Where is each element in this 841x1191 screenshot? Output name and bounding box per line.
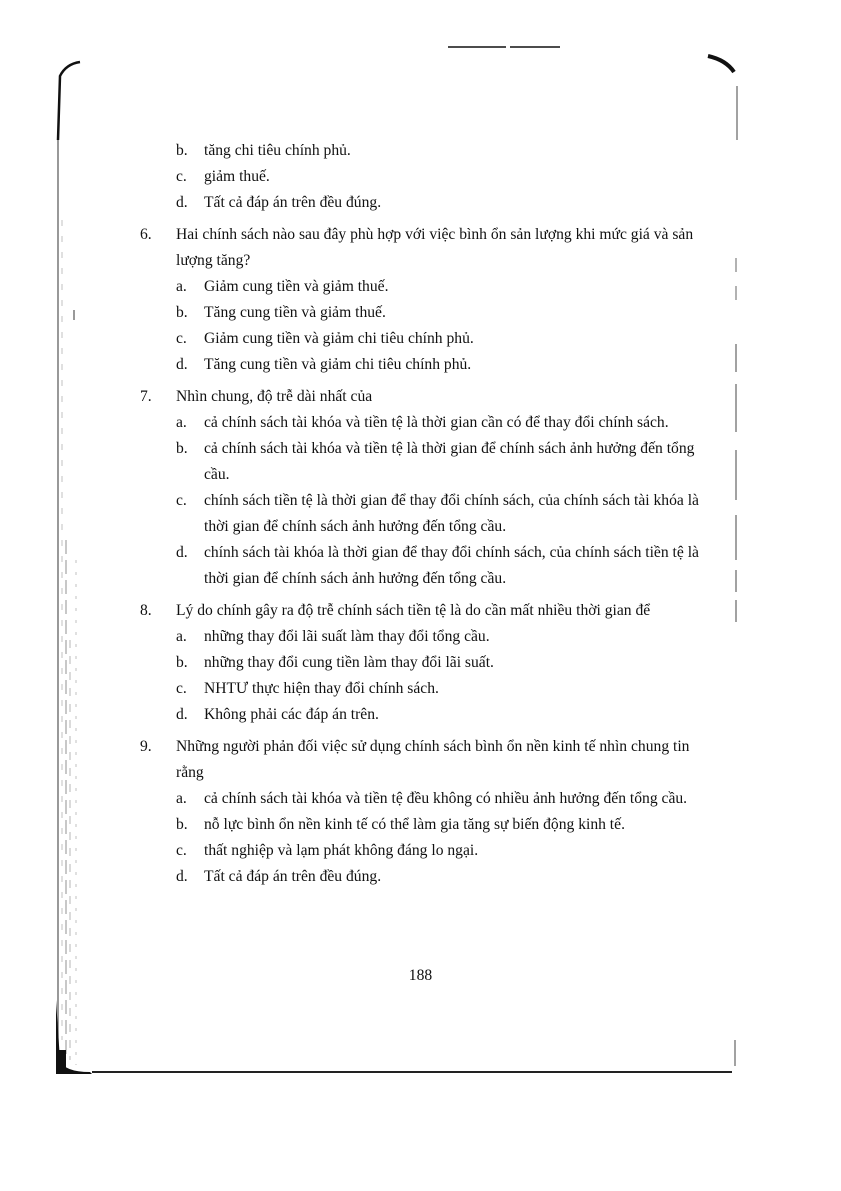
option-d — [140, 864, 720, 890]
option-text: Tất cả đáp án trên đều đúng. — [204, 194, 382, 211]
option-a — [140, 786, 720, 812]
option-label: d. — [176, 868, 188, 885]
option-a — [140, 624, 720, 650]
question-number: 9. — [140, 738, 152, 755]
option-label: c. — [176, 492, 187, 509]
option-c — [140, 164, 720, 190]
option-d — [140, 702, 720, 728]
option-text: cả chính sách tài khóa và tiền tệ là thời gian cần có để thay đổi chính sách. — [204, 414, 669, 431]
page-number: 188 — [408, 967, 433, 984]
option-text: Tăng cung tiền và giảm thuế. — [204, 304, 386, 321]
option-a — [140, 274, 720, 300]
prev-question-options — [140, 138, 720, 216]
option-text: nỗ lực bình ổn nền kinh tế có thể làm gia tăng sự biến động kinh tế. — [204, 816, 625, 833]
option-label: d. — [176, 194, 188, 211]
option-b — [140, 138, 720, 164]
option-text: cả chính sách tài khóa và tiền tệ đều không có nhiều ảnh hưởng đến tổng cầu. — [204, 790, 688, 807]
option-c — [140, 676, 720, 702]
option-b — [140, 436, 720, 488]
question-number: 7. — [140, 388, 152, 405]
option-b — [140, 650, 720, 676]
question-text: Hai chính sách nào sau đây phù hợp với việc bình ổn sản lượng khi mức giá và sản lượng tăng? — [176, 226, 694, 269]
question-7 — [140, 384, 720, 592]
option-label: b. — [176, 816, 188, 833]
option-text: chính sách tài khóa là thời gian để thay đổi chính sách, của chính sách tiền tệ là thời gian để chính sách ảnh hưởng đến tổng cầu. — [204, 544, 699, 587]
option-label: d. — [176, 544, 188, 561]
option-label: d. — [176, 706, 188, 723]
page-content — [140, 138, 720, 890]
option-d — [140, 190, 720, 216]
option-label: a. — [176, 628, 187, 645]
option-text: thất nghiệp và lạm phát không đáng lo ngại. — [204, 842, 479, 859]
question-number: 6. — [140, 226, 152, 243]
corner-mark-top-right — [708, 56, 734, 72]
option-label: a. — [176, 414, 187, 431]
option-text: những thay đổi lãi suất làm thay đổi tổng cầu. — [204, 628, 490, 645]
option-text: những thay đổi cung tiền làm thay đổi lãi suất. — [204, 654, 494, 671]
option-label: a. — [176, 278, 187, 295]
option-label: b. — [176, 304, 188, 321]
option-text: tăng chi tiêu chính phủ. — [204, 142, 351, 159]
option-text: Không phải các đáp án trên. — [204, 706, 379, 723]
option-b — [140, 812, 720, 838]
option-label: a. — [176, 790, 187, 807]
option-label: c. — [176, 842, 187, 859]
option-text: Tăng cung tiền và giảm chi tiêu chính phủ. — [204, 356, 472, 373]
question-9 — [140, 734, 720, 890]
option-text: chính sách tiền tệ là thời gian để thay đổi chính sách, của chính sách tài khóa là thời gian để chính sách ảnh hưởng đến tổng cầu. — [204, 492, 699, 535]
option-label: c. — [176, 168, 187, 185]
option-label: b. — [176, 654, 188, 671]
question-8 — [140, 598, 720, 728]
option-label: c. — [176, 680, 187, 697]
option-text: Tất cả đáp án trên đều đúng. — [204, 868, 382, 885]
option-d — [140, 540, 720, 592]
option-d — [140, 352, 720, 378]
option-label: b. — [176, 142, 188, 159]
option-c — [140, 488, 720, 540]
bottom-rule — [92, 1071, 732, 1073]
option-text: NHTƯ thực hiện thay đổi chính sách. — [204, 680, 439, 697]
option-text: Giảm cung tiền và giảm chi tiêu chính phủ. — [204, 330, 474, 347]
option-c — [140, 326, 720, 352]
option-text: giảm thuế. — [204, 168, 270, 185]
question-text: Những người phản đối việc sử dụng chính sách bình ổn nền kinh tế nhìn chung tin rằng — [176, 738, 690, 781]
option-b — [140, 300, 720, 326]
option-a — [140, 410, 720, 436]
corner-mark-top-left — [58, 62, 80, 140]
option-c — [140, 838, 720, 864]
question-text: Lý do chính gây ra độ trễ chính sách tiền tệ là do cần mất nhiều thời gian để — [176, 602, 651, 619]
option-label: b. — [176, 440, 188, 457]
binding-shadow — [56, 1000, 92, 1074]
question-text: Nhìn chung, độ trễ dài nhất của — [176, 388, 373, 405]
option-label: c. — [176, 330, 187, 347]
question-number: 8. — [140, 602, 152, 619]
option-text: Giảm cung tiền và giảm thuế. — [204, 278, 389, 295]
option-text: cả chính sách tài khóa và tiền tệ là thời gian để chính sách ảnh hưởng đến tổng cầu. — [204, 440, 695, 483]
question-6 — [140, 222, 720, 378]
option-label: d. — [176, 356, 188, 373]
